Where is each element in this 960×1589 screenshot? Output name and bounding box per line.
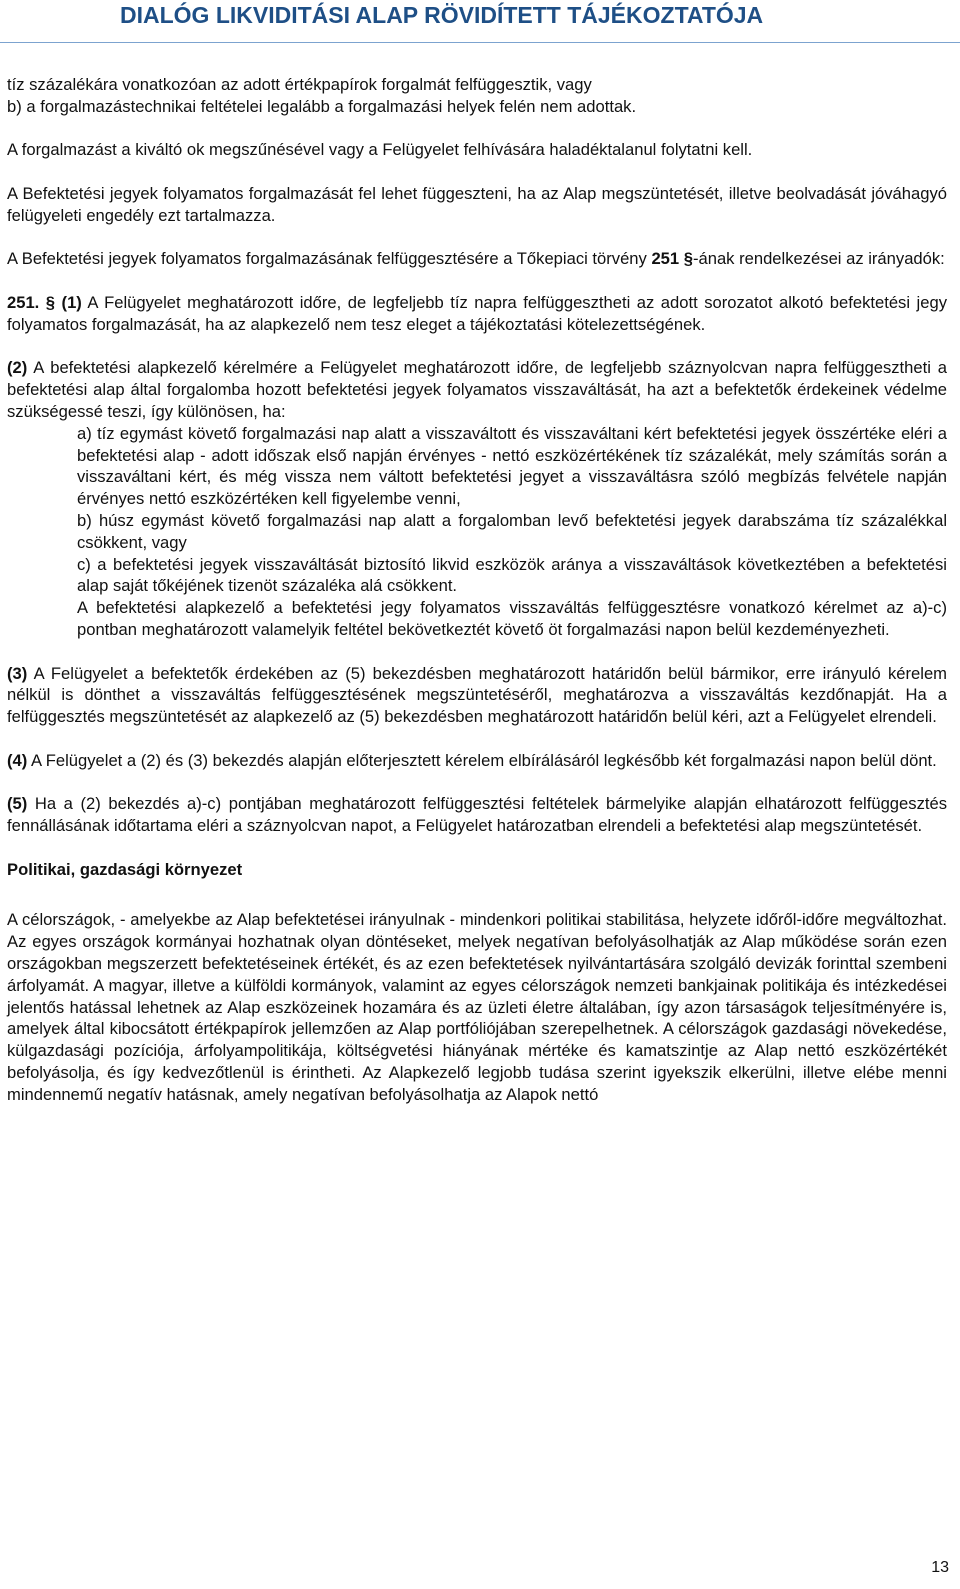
clause-2-item-a: a) tíz egymást követő forgalmazási nap alatt a visszaváltott és visszaváltani kért befektetési jegyek összértéke eléri a befektetési alap - adott időszak első napján érvényes - nettó eszközértékének tíz százalékát, mely számítás során a visszaváltani kért, és még vissza nem váltott befektetési jegyet a visszaváltásra szóló megbízás felvétele napján érvényes nettó eszközértéken kell figyelembe venni,	[77, 423, 947, 509]
paragraph: A célországok, - amelyekbe az Alap befektetései irányulnak - mindenkori politikai stabilitása, helyzete időről-időre megváltozhat. Az egyes országok kormányai hozhatnak olyan döntéseket, melyek negatívan befolyásolhatják az Alap működése során ezen országokban megszerzett befektetéseinek értékét, és az ezen befektetések nyilvántartására szolgáló devizák forinttal szembeni árfolyamát. A magyar, illetve a külföldi kormányok, valamint az egyes célországok nemzeti bankjainak politikája és intézkedései jelentős hatással lehetnek az Alap eszközeinek hozamára és az üzleti életre általában, így azon társaságok teljesítményére is, amelyek által kibocsátott értékpapírok jellemzően az Alap portfóliójában szerepelhetnek. A célországok gazdasági növekedése, külgazdasági pozíciója, árfolyampolitikája, költségvetési hiányának mértéke és kamatszintje az Alap nettó eszközértékét befolyásolja, és így kedvezőtlenül is érintheti. Az Alapkezelő legjobb tudása szerint igyekszik elkerülni, illetve elébe menni mindennemű negatív hatásnak, amely negatívan befolyásolhatja az Alapok nettó	[7, 910, 947, 1104]
law-section-number: 251 §	[651, 249, 693, 269]
clause-text: A befektetési alapkezelő kérelmére a Felügyelet meghatározott időre, de legfeljebb száznyolcvan napra felfüggesztheti a befektetési alap által forgalomba hozott befektetési jegyek folyamatos visszaváltását, ha azt a befektetők érdekeinek védelme szükségessé teszi, így különösen, ha:	[7, 358, 947, 421]
clause-text: A Felügyelet a (2) és (3) bekezdés alapján előterjesztett kérelem elbírálásáról legkésőbb két forgalmazási napon belül dönt.	[27, 750, 937, 770]
clause-number: (2)	[7, 358, 28, 378]
document-title: DIALÓG LIKVIDITÁSI ALAP RÖVIDÍTETT TÁJÉKOZTATÓJA	[120, 2, 764, 28]
clause-2	[7, 357, 947, 422]
header-divider	[0, 42, 960, 43]
paragraph-text: b) a forgalmazástechnikai feltételei legalább a forgalmazási helyek felén nem adottak.	[7, 96, 637, 116]
paragraph-text: -ának rendelkezései az irányadók:	[692, 249, 945, 269]
clause-text: Ha a (2) bekezdés a)-c) pontjában meghatározott felfüggesztési feltételek bármelyike alapján elhatározott felfüggesztés fennállásának időtartama eléri a száznyolcvan napot, a Felügyelet határozatban elrendeli a befektetési alap megszüntetését.	[7, 794, 947, 836]
clause-3	[7, 663, 947, 728]
section-heading: Politikai, gazdasági környezet	[7, 859, 243, 879]
paragraph-text: A Befektetési jegyek folyamatos forgalmazásának felfüggesztésére a Tőkepiaci törvény	[7, 249, 652, 269]
paragraph: A Befektetési jegyek folyamatos forgalmazását fel lehet függeszteni, ha az Alap megszüntetését, illetve beolvadását jóváhagyó felügyeleti engedély ezt tartalmazza.	[7, 183, 947, 225]
clause-2-item-b: b) húsz egymást követő forgalmazási nap alatt a forgalomban levő befektetési jegyek darabszáma tíz százalékkal csökkent, vagy	[77, 510, 947, 552]
clause-number: (3)	[7, 663, 28, 683]
clause-1	[7, 292, 947, 336]
paragraph-legal-reference	[7, 248, 947, 270]
clause-5	[7, 793, 947, 837]
clause-number: (4)	[7, 750, 28, 770]
clause-2-closing: A befektetési alapkezelő a befektetési jegy folyamatos visszaváltás felfüggesztésre vonatkozó kérelmet az a)-c) pontban meghatározott valamelyik feltétel bekövetkeztét követő öt forgalmazási napon belül kezdeményezheti.	[77, 598, 947, 639]
clause-text: A Felügyelet meghatározott időre, de legfeljebb tíz napra felfüggesztheti az adott sorozatot alkotó befektetési jegy folyamatos forgalmazását, ha az alapkezelő nem tesz eleget a tájékoztatási kötelezettségének.	[7, 292, 947, 334]
clause-number: 251. § (1)	[7, 292, 82, 312]
page-header	[0, 0, 960, 43]
clause-2-item-c: c) a befektetési jegyek visszaváltását biztosító likvid eszközök aránya a visszaváltások következtében a befektetési alap saját tőkéjének tizenöt százaléka alá csökkent.	[77, 554, 947, 596]
paragraph-text: tíz százalékára vonatkozóan az adott értékpapírok forgalmát felfüggesztik, vagy	[7, 75, 592, 94]
clause-number: (5)	[7, 794, 28, 814]
paragraph: A forgalmazást a kiváltó ok megszűnésével vagy a Felügyelet felhívására haladéktalanul folytatni kell.	[7, 140, 753, 160]
document-body	[7, 74, 947, 1127]
paragraph-continuation	[7, 74, 947, 118]
clause-text: A Felügyelet a befektetők érdekében az (5) bekezdésben meghatározott határidőn belül bármikor, erre irányuló kérelem nélkül is dönthet a visszaváltás felfüggesztésének megszüntetéséről, meghatározva a visszaváltás kezdőnapját. Ha a felfüggesztés megszüntetését az alapkezelő az (5) bekezdésben meghatározott határidőn belül kéri, azt a Felügyelet elrendeli.	[7, 663, 947, 727]
page-number: 13	[931, 1559, 949, 1576]
clause-4	[7, 750, 947, 772]
